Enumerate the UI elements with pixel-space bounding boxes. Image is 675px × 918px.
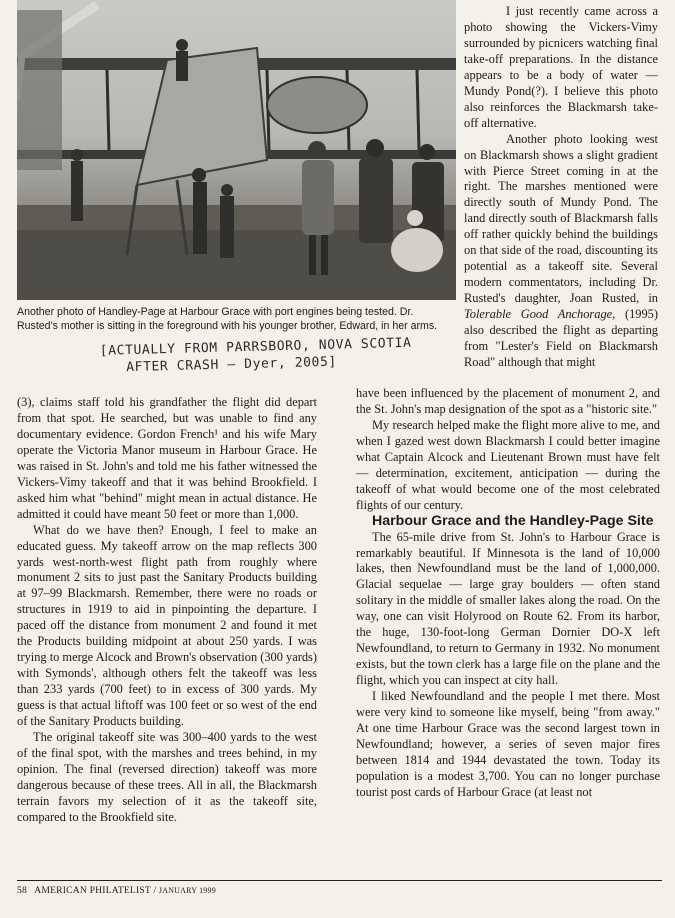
issue-date: JANUARY 1999 <box>158 886 216 895</box>
page-footer <box>17 885 216 896</box>
left-column <box>17 395 317 826</box>
handwritten-line-1: [ACTUALLY FROM PARRSBORO, NOVA SCOTIA <box>99 335 412 359</box>
paragraph: have been influenced by the placement of monument 2, and the St. John's map designation of the spot as a "historic site." <box>356 386 660 416</box>
publication-name: AMERICAN PHILATELIST <box>34 885 151 896</box>
paragraph: What do we have then? Enough, I feel to make an educated guess. My takeoff arrow on the map reflects 300 yards west-north-west flight path from roughly where monument 2 sits to just past the Sanitary Products building at 97–99 Blackmarsh. Remember, there were no roads or structures in 1919 to aid in pinpointing the departure. I paced off the distance from monument 2 and found it met the Products building midpoint at about 250 yards. I was trying to merge Alcock and Brown's observation (300 yards) with Symonds', although others felt the takeoff was less than 233 yards (700 feet) to in excess of 300 yards. My guess is that actual liftoff was 100 feet or so west of the end of the Sanitary Products building. <box>17 522 318 729</box>
handwritten-annotation <box>99 335 412 377</box>
top-right-column <box>464 4 658 371</box>
footer-rule <box>17 880 662 881</box>
paragraph-text: Another photo looking west on Blackmarsh shows a slight gradient with Pierce Street coming in at the right. The marshes mentioned were directly south of Mundy Pond. The land directly south of Blackmarsh falls off rather quickly behind the buildings on that side of the road, discounting its potential as a takeoff site. Several modern commentators, including Dr. Rusted's daughter, Joan Rusted, in <box>464 131 658 306</box>
paragraph-text: , (1995) also described the flight as departing from "Lester's Field on Blackmarsh Road" although that might <box>464 307 658 369</box>
paragraph: The original takeoff site was 300–400 yards to the west of the final spot, with the marshes and trees behind, in my opinion. The final (reversed direction) takeoff was more dangerous because of these trees. All in all, the Blackmarsh terrain favors my selection of it as the takeoff site, compared to the Brookfield site. <box>17 730 317 824</box>
paragraph <box>464 132 658 371</box>
paragraph: My research helped make the flight more alive to me, and when I gazed west down Blackmarsh I could better imagine what Captain Alcock and Lieutenant Brown must have felt — determination, excitement, anticipation — during the takeoff of what would become one of the most celebrated flights of our century. <box>356 417 660 512</box>
section-heading: Harbour Grace and the Handley-Page Site <box>372 512 654 529</box>
photo-caption: Another photo of Handley-Page at Harbour Grace with port engines being tested. Dr. Rusted's mother is sitting in the foreground with his younger brother, Edward, in her arms. <box>17 306 438 332</box>
paragraph: I liked Newfoundland and the people I met there. Most were very kind to someone like myself, being "from away." At one time Harbour Grace was the second largest town in Newfoundland; however, a series of seven major fires between 1814 and 1944 devastated the town. Today its population is a modest 3,700. You can no longer purchase tourist post cards of Harbour Grace (at least not <box>356 689 660 799</box>
paragraph: (3), claims staff told his grandfather the flight did depart from that spot. He searched, but was unable to find any documentary evidence. Gordon French¹ and his wife Mary operate the Victoria Manor museum in Harbour Grace. He was raised in St. John's and told me his father witnessed the Vickers-Vimy takeoff and that it was behind Brookfield. I asked him what "behind" might mean in actual distance. He admitted it could have meant 50 feet or more than 1,000. <box>17 395 317 521</box>
book-title: Tolerable Good Anchorage <box>464 307 613 322</box>
handwritten-line-2: AFTER CRASH — Dyer, 2005] <box>126 354 338 376</box>
handley-page-photo <box>17 0 456 300</box>
page-number: 58 <box>17 885 27 896</box>
paragraph: I just recently came across a photo showing the Vickers-Vimy surrounded by picnicers watching final take-off preparations. In the distance appears to be a body of water — Mundy Pond(?). I believe this photo also reinforces the Blackmarsh take-off alternative. <box>464 4 658 130</box>
biplane-photo-illustration <box>17 0 456 300</box>
footer-separator: / <box>153 885 159 896</box>
paragraph: The 65-mile drive from St. John's to Harbour Grace is remarkably beautiful. If Minnesota is the land of 10,000 lakes, then Newfoundland must be the land of 1,000,000. Glacial sequelae — large gray boulders — often stand solitary in the middle of smaller lakes along the road. On the way, one can visit Holyrood on Route 62. From its harbor, the huge, 130-foot-long German Dornier DO-X left Newfoundland, to return to Germany in 1932. No monument exists, but the town clerk has a large file on the plane and the flight, which you can inspect at city hall. <box>356 529 660 688</box>
right-column <box>356 386 660 801</box>
